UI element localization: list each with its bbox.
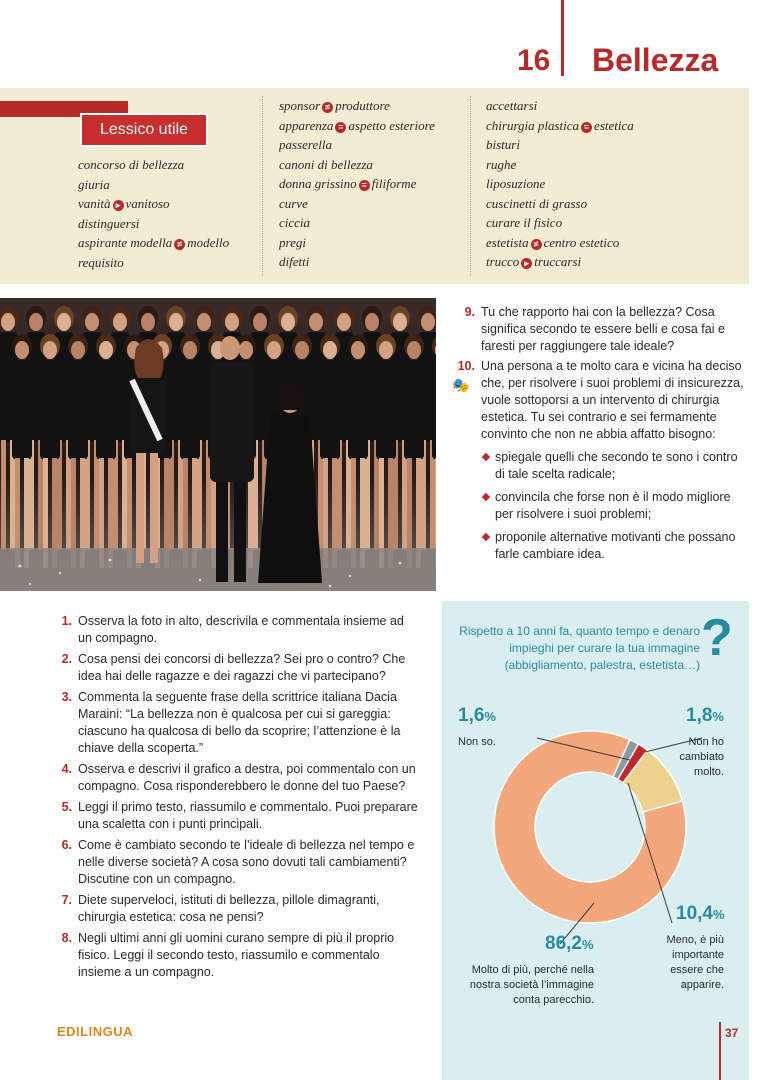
- lessico-term: vanità ▸ vanitoso: [78, 196, 170, 211]
- lessico-term: cuscinetti di grasso: [486, 195, 588, 211]
- lessico-term: distinguersi: [78, 215, 140, 231]
- question-item: [61, 689, 420, 757]
- question-number: 8.: [61, 931, 72, 945]
- beauty-pageant-photo: [0, 298, 436, 591]
- question-number: 10.: [457, 359, 475, 373]
- lessico-term: accettarsi: [486, 98, 538, 113]
- left-question-list: [61, 613, 420, 985]
- bullet-list: [481, 449, 749, 563]
- lessico-term: curve: [279, 195, 308, 211]
- question-text: Commenta la seguente frase della scrittrice italiana Dacia Maraini: “La bellezza non è qualcosa per cui si gareggia: ciascuno ha qualcosa di bello da scoprire; l’attenzione è la chiave della scoperta.”: [78, 690, 401, 755]
- page-number: 37: [725, 1026, 739, 1040]
- question-number: 9.: [464, 305, 475, 319]
- publisher-logo: EDILINGUA: [57, 1024, 133, 1039]
- question-text: Negli ultimi anni gli uomini curano sempre di più il proprio fisico. Leggi il secondo testo, riassumilo e commentalo insieme a un compagno.: [78, 931, 395, 979]
- question-item: [61, 613, 420, 647]
- donut-hole: [536, 773, 644, 881]
- lessico-divider: [470, 96, 471, 276]
- bullet-item: proponile alternative motivanti che possano farle cambiare idea.: [481, 529, 749, 563]
- slice-label: Non so.: [458, 736, 496, 748]
- lessico-term: difetti: [279, 254, 310, 269]
- lessico-column-2: [279, 96, 435, 272]
- question-item: [61, 799, 420, 833]
- question-number: 6.: [61, 838, 72, 852]
- lessico-column-1: [78, 155, 229, 272]
- lessico-term: sponsor ≠ produttore: [279, 98, 390, 113]
- question-number: 1.: [61, 614, 72, 628]
- question-item: [61, 930, 420, 981]
- question-item: [61, 761, 420, 795]
- lessico-term: canoni di bellezza: [279, 156, 373, 172]
- slice-value: 10,4%: [676, 903, 725, 924]
- lessico-term: estetista ≠ centro estetico: [486, 234, 620, 250]
- relation-icon: =: [359, 180, 370, 191]
- question-number: 3.: [61, 690, 72, 704]
- question-mark-icon: ?: [701, 609, 733, 667]
- question-text: Osserva e descrivi il grafico a destra, poi commentalo con un compagno. Cosa risponderebbero le donne del tuo Paese?: [78, 762, 416, 793]
- relation-icon: =: [581, 122, 592, 133]
- question-number: 2.: [61, 652, 72, 666]
- lessico-term: passerella: [279, 137, 332, 152]
- lessico-term: liposuzione: [486, 176, 546, 191]
- question-text: Una persona a te molto cara e vicina ha deciso che, per risolvere i suoi problemi di insicurezza, vuole sottoporsi a un intervento di chirurgia estetica. Tu sei contrario e sei fermamente convinto che non ne abbia affatto bisogno:: [481, 359, 744, 441]
- question-number: 7.: [61, 893, 72, 907]
- question-item: [464, 304, 749, 355]
- lessico-term: chirurgia plastica = estetica: [486, 117, 634, 133]
- header-rule: [561, 0, 564, 76]
- relation-icon: ≠: [531, 239, 542, 250]
- lessico-term: trucco ▸ truccarsi: [486, 254, 582, 269]
- question-text: Diete superveloci, istituti di bellezza, pillole dimagranti, chirurgia estetica: cosa ne pensi?: [78, 893, 380, 924]
- question-item: [61, 837, 420, 888]
- question-text: Tu che rapporto hai con la bellezza? Cosa significa secondo te essere belli e cosa fai e faresti per raggiungere tale ideale?: [481, 305, 725, 353]
- lessico-label: Lessico utile: [80, 113, 208, 147]
- question-text: Come è cambiato secondo te l’ideale di bellezza nel tempo e nelle diverse società? A cosa sono dovuti tali cambiamenti? Discutine con un compagno.: [78, 838, 415, 886]
- bullet-item: spiegale quelli che secondo te sono i contro di tale scelta radicale;: [481, 449, 749, 483]
- lessico-column-3: [486, 96, 634, 272]
- slice-value: 1,8%: [686, 705, 724, 726]
- unit-title: Bellezza: [592, 42, 719, 78]
- slice-label: Molto di più, perché nella nostra società l’immagine conta parecchio.: [469, 964, 594, 1006]
- lessico-term: requisito: [78, 254, 124, 270]
- relation-icon: ≠: [174, 239, 185, 250]
- question-item: [457, 358, 749, 563]
- right-question-list: [457, 304, 749, 569]
- lessico-term: donna grissino = filiforme: [279, 176, 417, 191]
- slice-value: 1,6%: [458, 705, 496, 726]
- slice-label: Non ho cambiato molto.: [679, 736, 724, 778]
- relation-icon: ▸: [521, 258, 532, 269]
- relation-icon: ≠: [322, 102, 333, 113]
- bullet-item: convincila che forse non è il modo migliore per risolvere i suoi problemi;: [481, 489, 749, 523]
- unit-number: 16: [517, 44, 551, 77]
- question-text: Cosa pensi dei concorsi di bellezza? Sei pro o contro? Che idea hai delle ragazze e dei ragazzi che vi partecipano?: [78, 652, 406, 683]
- chart-title: Rispetto a 10 anni fa, quanto tempo e denaro impieghi per curare la tua immagine (abbigliamento, palestra, estetista…): [459, 624, 700, 672]
- question-number: 4.: [61, 762, 72, 776]
- donut-chart: [442, 601, 749, 1080]
- page-rule: [719, 1022, 721, 1080]
- lessico-term: giuria: [78, 176, 110, 192]
- role-play-icon: 🎭: [452, 377, 470, 393]
- lessico-term: ciccia: [279, 215, 311, 230]
- question-number: 5.: [61, 800, 72, 814]
- question-text: Osserva la foto in alto, descrivila e commentala insieme ad un compagno.: [78, 614, 404, 645]
- lessico-term: curare il fisico: [486, 215, 563, 230]
- question-text: Leggi il primo testo, riassumilo e commentalo. Puoi preparare una scaletta con i punti principali.: [78, 800, 418, 831]
- slice-value: 86,2%: [545, 933, 594, 954]
- slice-label: Meno, è più importante essere che apparire.: [666, 934, 724, 991]
- lessico-term: bisturi: [486, 137, 520, 152]
- lessico-term: concorso di bellezza: [78, 157, 185, 172]
- relation-icon: ▸: [113, 200, 124, 211]
- lessico-term: rughe: [486, 156, 517, 172]
- lessico-divider: [262, 96, 263, 276]
- lessico-term: pregi: [279, 234, 306, 250]
- question-item: [61, 892, 420, 926]
- relation-icon: =: [335, 122, 346, 133]
- lessico-term: apparenza = aspetto esteriore: [279, 117, 435, 133]
- question-item: [61, 651, 420, 685]
- lessico-term: aspirante modella ≠ modello: [78, 235, 230, 250]
